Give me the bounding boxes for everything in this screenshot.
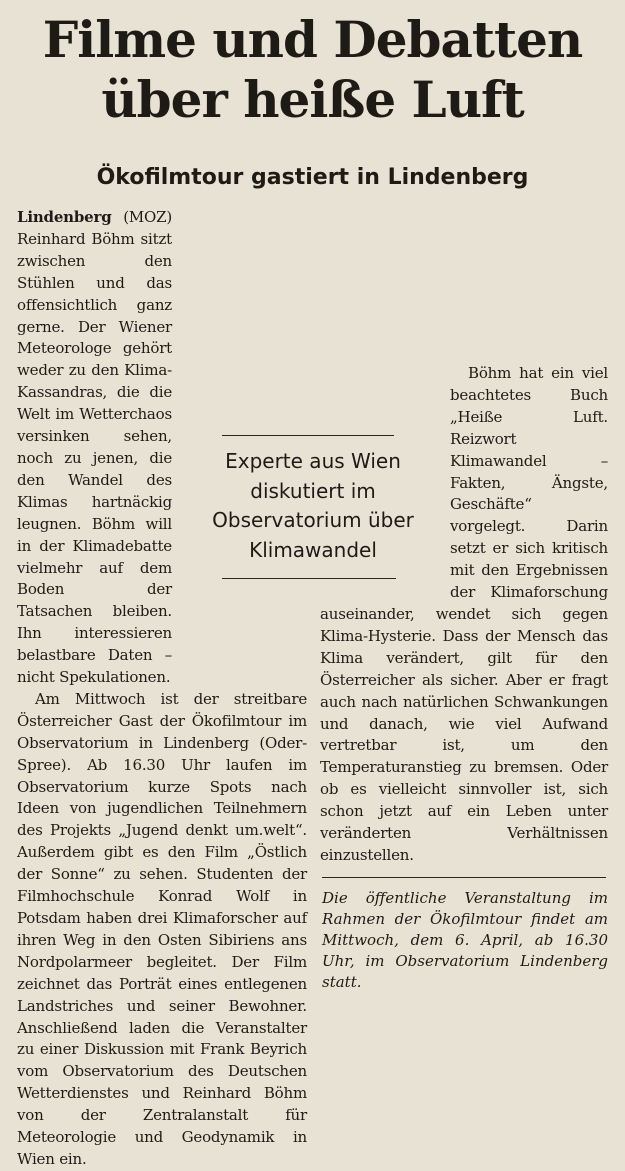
article-headline <box>0 10 625 130</box>
pull-quote-line-3: Observatorium über <box>212 508 414 532</box>
body-paragraph-2: Am Mittwoch ist der streitbare Österreicher Gast der Ökofilmtour im Observatorium in Lindenberg (Oder-Spree). Ab 16.30 Uhr laufen im Observatorium kurze Spots nach Ideen von jugendlichen Teilnehmern des Projekts „Jugend denkt um.welt“. Außerdem gibt es den Film „Östlich der Sonne“ zu sehen. Studenten der Filmhochschule Konrad Wolf in Potsdam haben drei Klimaforscher auf ihren Weg in den Osten Sibiriens ans Nordpolarmeer begleitet. Der Film zeichnet das Porträt eines entlegenen Landstriches und seiner Bewohner. Anschließend laden die Veranstalter zu einer Diskussion mit Frank Beyrich vom Observatorium des Deutschen Wetterdienstes und Reinhard Böhm von der Zentralanstalt für Meteorologie und Geodynamik in Wien ein. <box>17 689 307 1168</box>
pull-quote-line-2: diskutiert im <box>250 478 376 503</box>
headline-line-2: über heiße Luft <box>101 70 524 129</box>
body-paragraph-3: Böhm hat ein viel beachtetes Buch „Heiße Luft. Reizwort Klimawandel – Fakten, Ängste, Geschäfte“ vorgelegt. Darin setzt er sich kritisch mit den Ergebnissen der Klimaforschung auseinander, wendet sich gegen Klima-Hysterie. Dass der Mensch das Klima verändert, gilt für den Österreicher als sicher. Aber er fragt auch nach natürlichen Schwankungen und danach, wie viel Aufwand vertretbar ist, um den Temperaturanstieg zu bremsen. Oder ob es vielleicht sinnvoller ist, sich schon jetzt auf ein Leben unter veränderten Verhältnissen einzustellen. <box>320 364 608 864</box>
column-continuation-space <box>320 207 608 363</box>
event-note: Die öffentliche Veranstaltung im Rahmen der Ökofilmtour findet am Mittwoch, dem 6. April, ab 16.30 Uhr, im Observatorium Lindenberg statt. <box>322 889 608 991</box>
teaser-rule-bottom <box>222 578 396 579</box>
body-paragraph-1-text: (MOZ) Reinhard Böhm sitzt zwischen den Stühlen und das offensichtlich ganz gerne. Der Wiener Meteorologe gehört weder zu den Klima-Kassandras, die die Welt im Wetterchaos versinken sehen, noch zu jenen, die den Wandel des Klimas hartnäckig leugnen. Böhm will in der Klimadebatte vielmehr auf dem Boden der Tatsachen bleiben. Ihn interessieren belastbare Daten – nicht Spekulationen. <box>17 208 172 687</box>
dateline: Lindenberg <box>17 208 112 226</box>
event-note-rule <box>322 877 606 878</box>
teaser-space-left <box>172 207 307 647</box>
teaser-rule-top <box>222 435 394 436</box>
article-subheadline: Ökofilmtour gastiert in Lindenberg <box>96 165 529 190</box>
body-column-left <box>17 207 307 1171</box>
pull-quote-line-4: Klimawandel <box>249 537 377 562</box>
pull-quote-line-1: Experte aus Wien <box>225 449 401 473</box>
pull-quote <box>178 447 448 565</box>
headline-line-1: Filme und Debatten <box>42 10 583 69</box>
